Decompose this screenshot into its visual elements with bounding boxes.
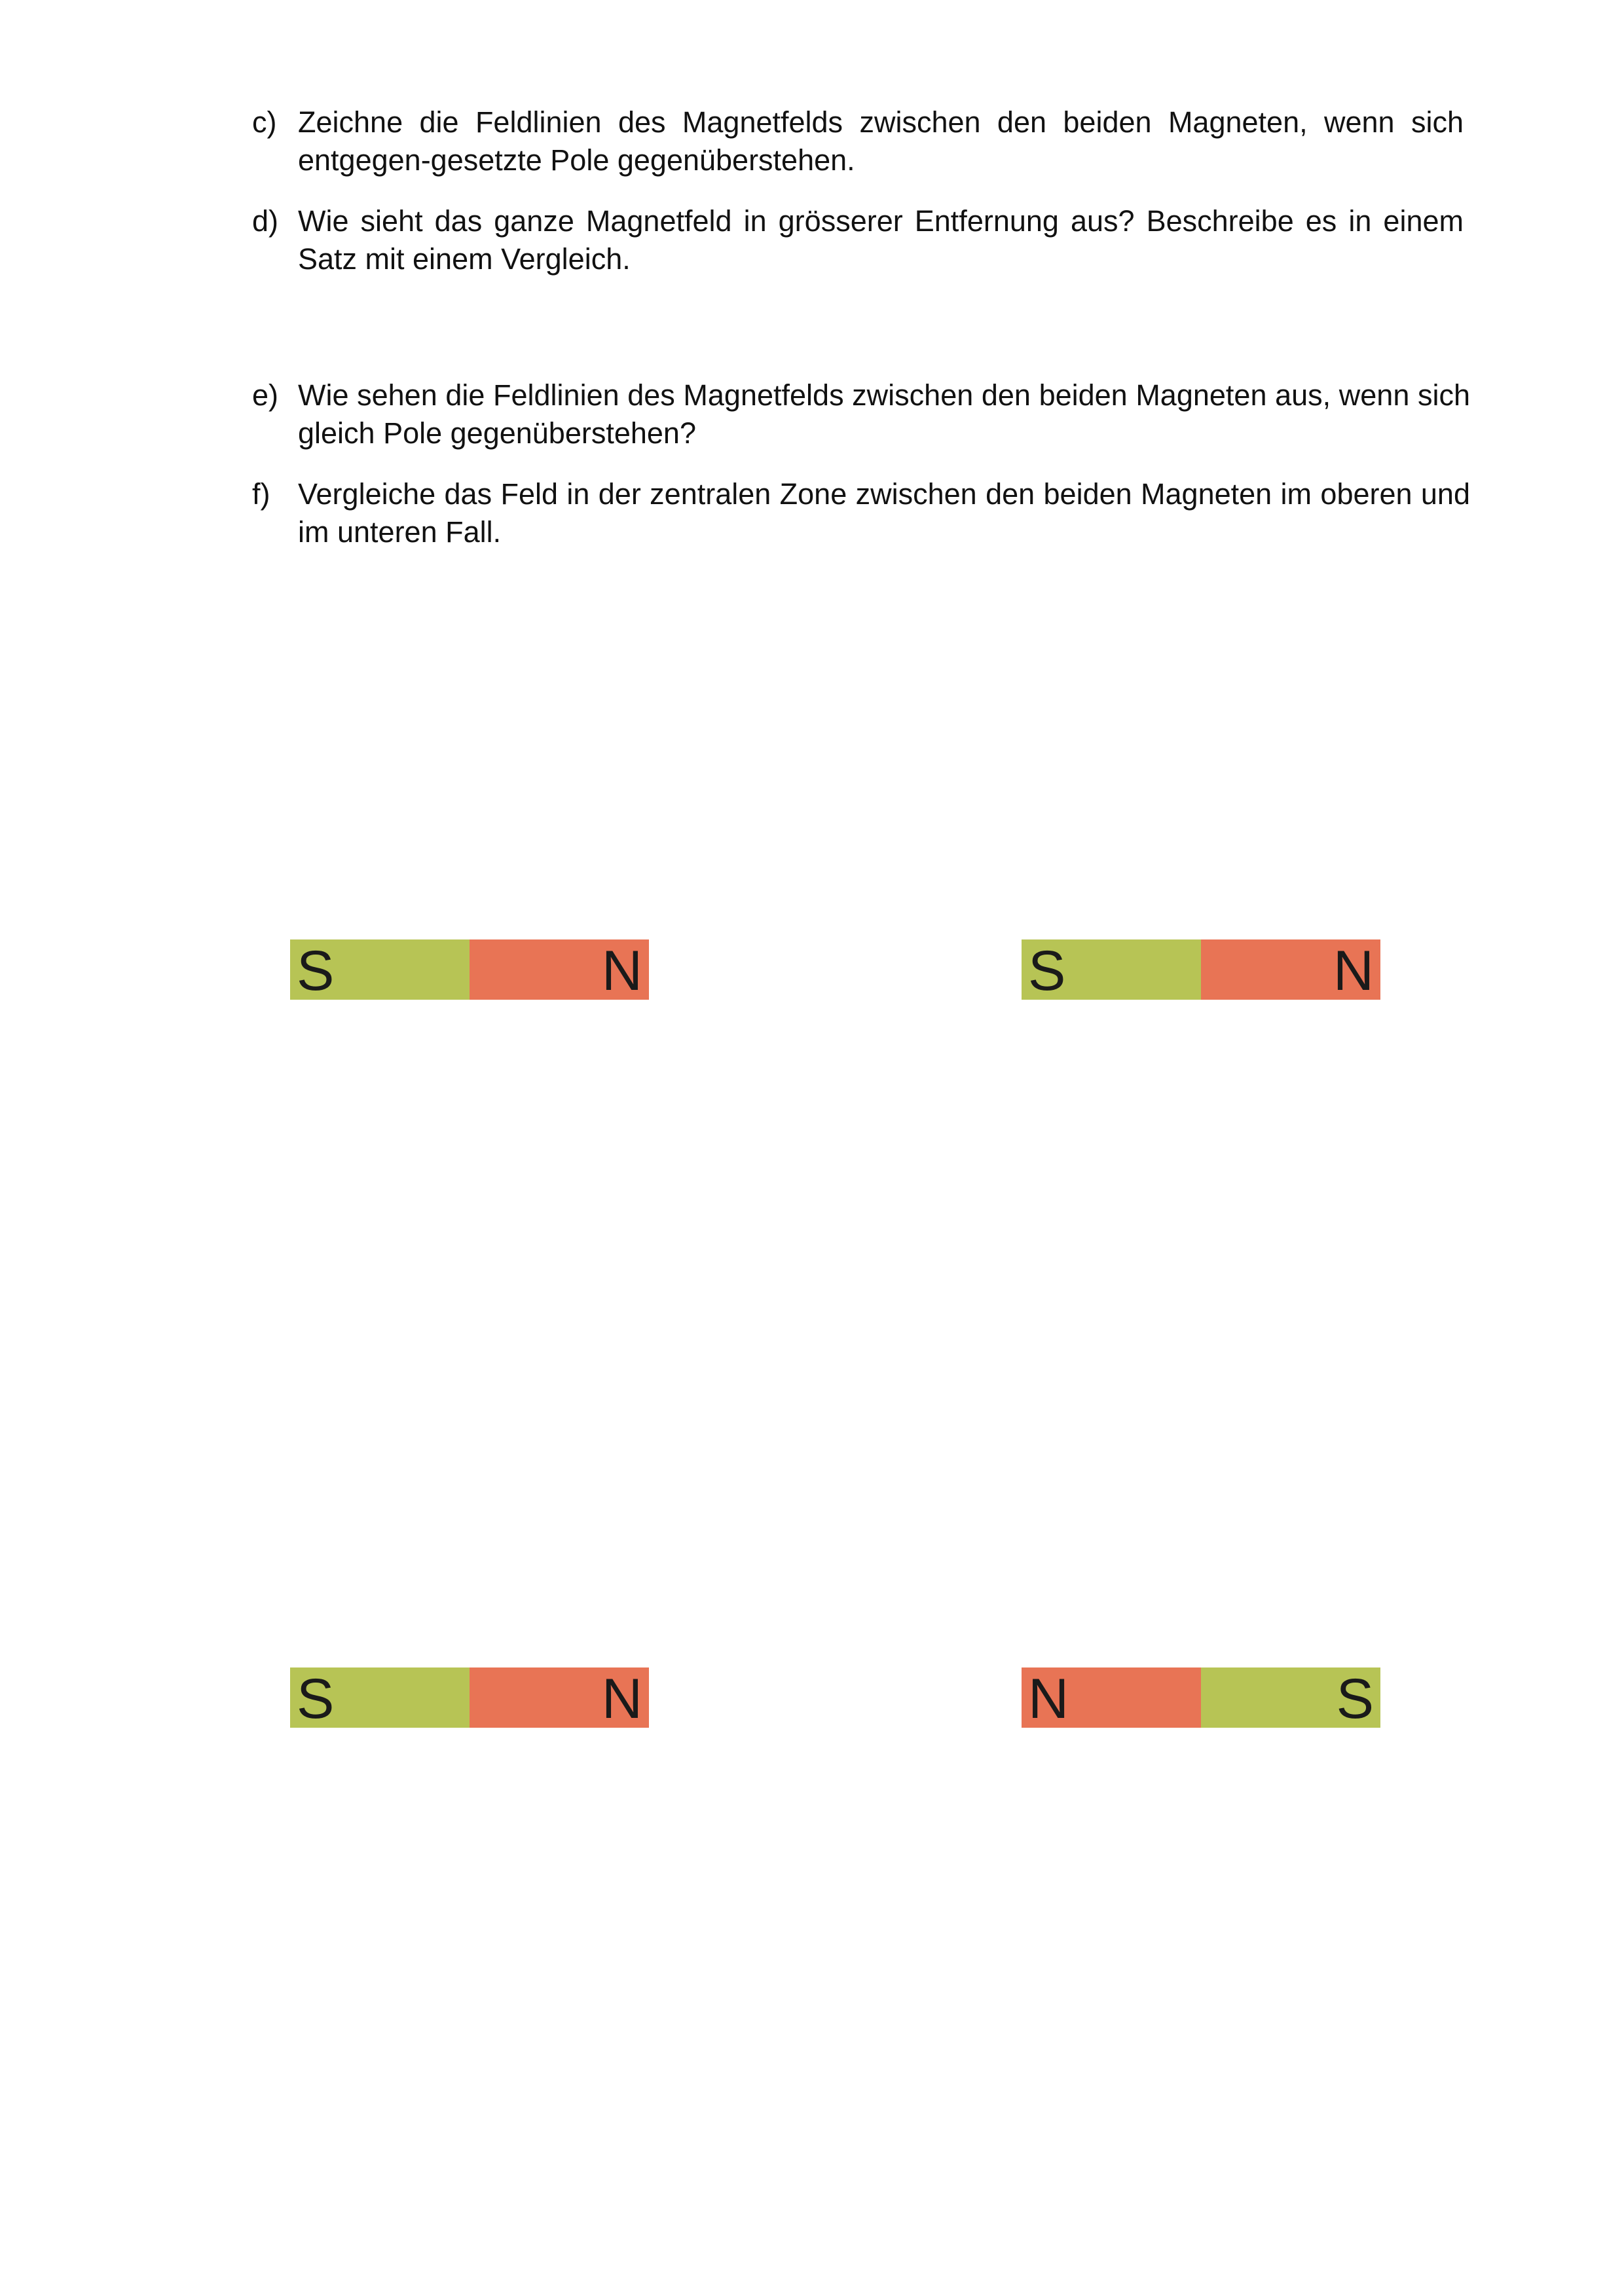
pole-label: S xyxy=(297,939,335,1002)
magnet-pole-left xyxy=(1022,1667,1201,1728)
bar-magnet-bottom-right xyxy=(1022,1667,1380,1728)
question-c xyxy=(252,103,1464,179)
question-text: Wie sehen die Feldlinien des Magnetfelds zwischen den beiden Magneten aus, wenn sich gleich Pole gegenüberstehen? xyxy=(298,378,1470,450)
bar-magnet-top-right xyxy=(1022,939,1380,1000)
pole-label: N xyxy=(601,939,642,1002)
magnet-pole-right xyxy=(470,1667,649,1728)
question-d xyxy=(252,202,1464,278)
pole-label: S xyxy=(1336,1667,1374,1730)
question-text: Wie sieht das ganze Magnetfeld in grösserer Entfernung aus? Beschreibe es in einem Satz mit einem Vergleich. xyxy=(298,204,1464,276)
magnet-pole-right xyxy=(470,939,649,1000)
magnet-pole-right xyxy=(1201,939,1380,1000)
question-letter: e) xyxy=(252,378,279,412)
question-letter: c) xyxy=(252,105,277,139)
magnet-pole-left xyxy=(1022,939,1201,1000)
question-list xyxy=(252,103,1470,551)
question-f xyxy=(252,475,1470,551)
magnet-pole-right xyxy=(1201,1667,1380,1728)
magnet-pole-left xyxy=(290,939,470,1000)
bar-magnet-top-left xyxy=(290,939,649,1000)
question-letter: d) xyxy=(252,204,279,238)
pole-label: N xyxy=(601,1667,642,1730)
pole-label: S xyxy=(297,1667,335,1730)
pole-label: N xyxy=(1028,1667,1069,1730)
question-text: Zeichne die Feldlinien des Magnetfelds zwischen den beiden Magneten, wenn sich entgegen-gesetzte Pole gegenüberstehen. xyxy=(298,105,1464,177)
magnet-pole-left xyxy=(290,1667,470,1728)
question-e xyxy=(252,376,1470,452)
bar-magnet-bottom-left xyxy=(290,1667,649,1728)
question-text: Vergleiche das Feld in der zentralen Zone zwischen den beiden Magneten im oberen und im unteren Fall. xyxy=(298,477,1470,549)
question-letter: f) xyxy=(252,477,270,511)
pole-label: N xyxy=(1333,939,1374,1002)
pole-label: S xyxy=(1028,939,1066,1002)
